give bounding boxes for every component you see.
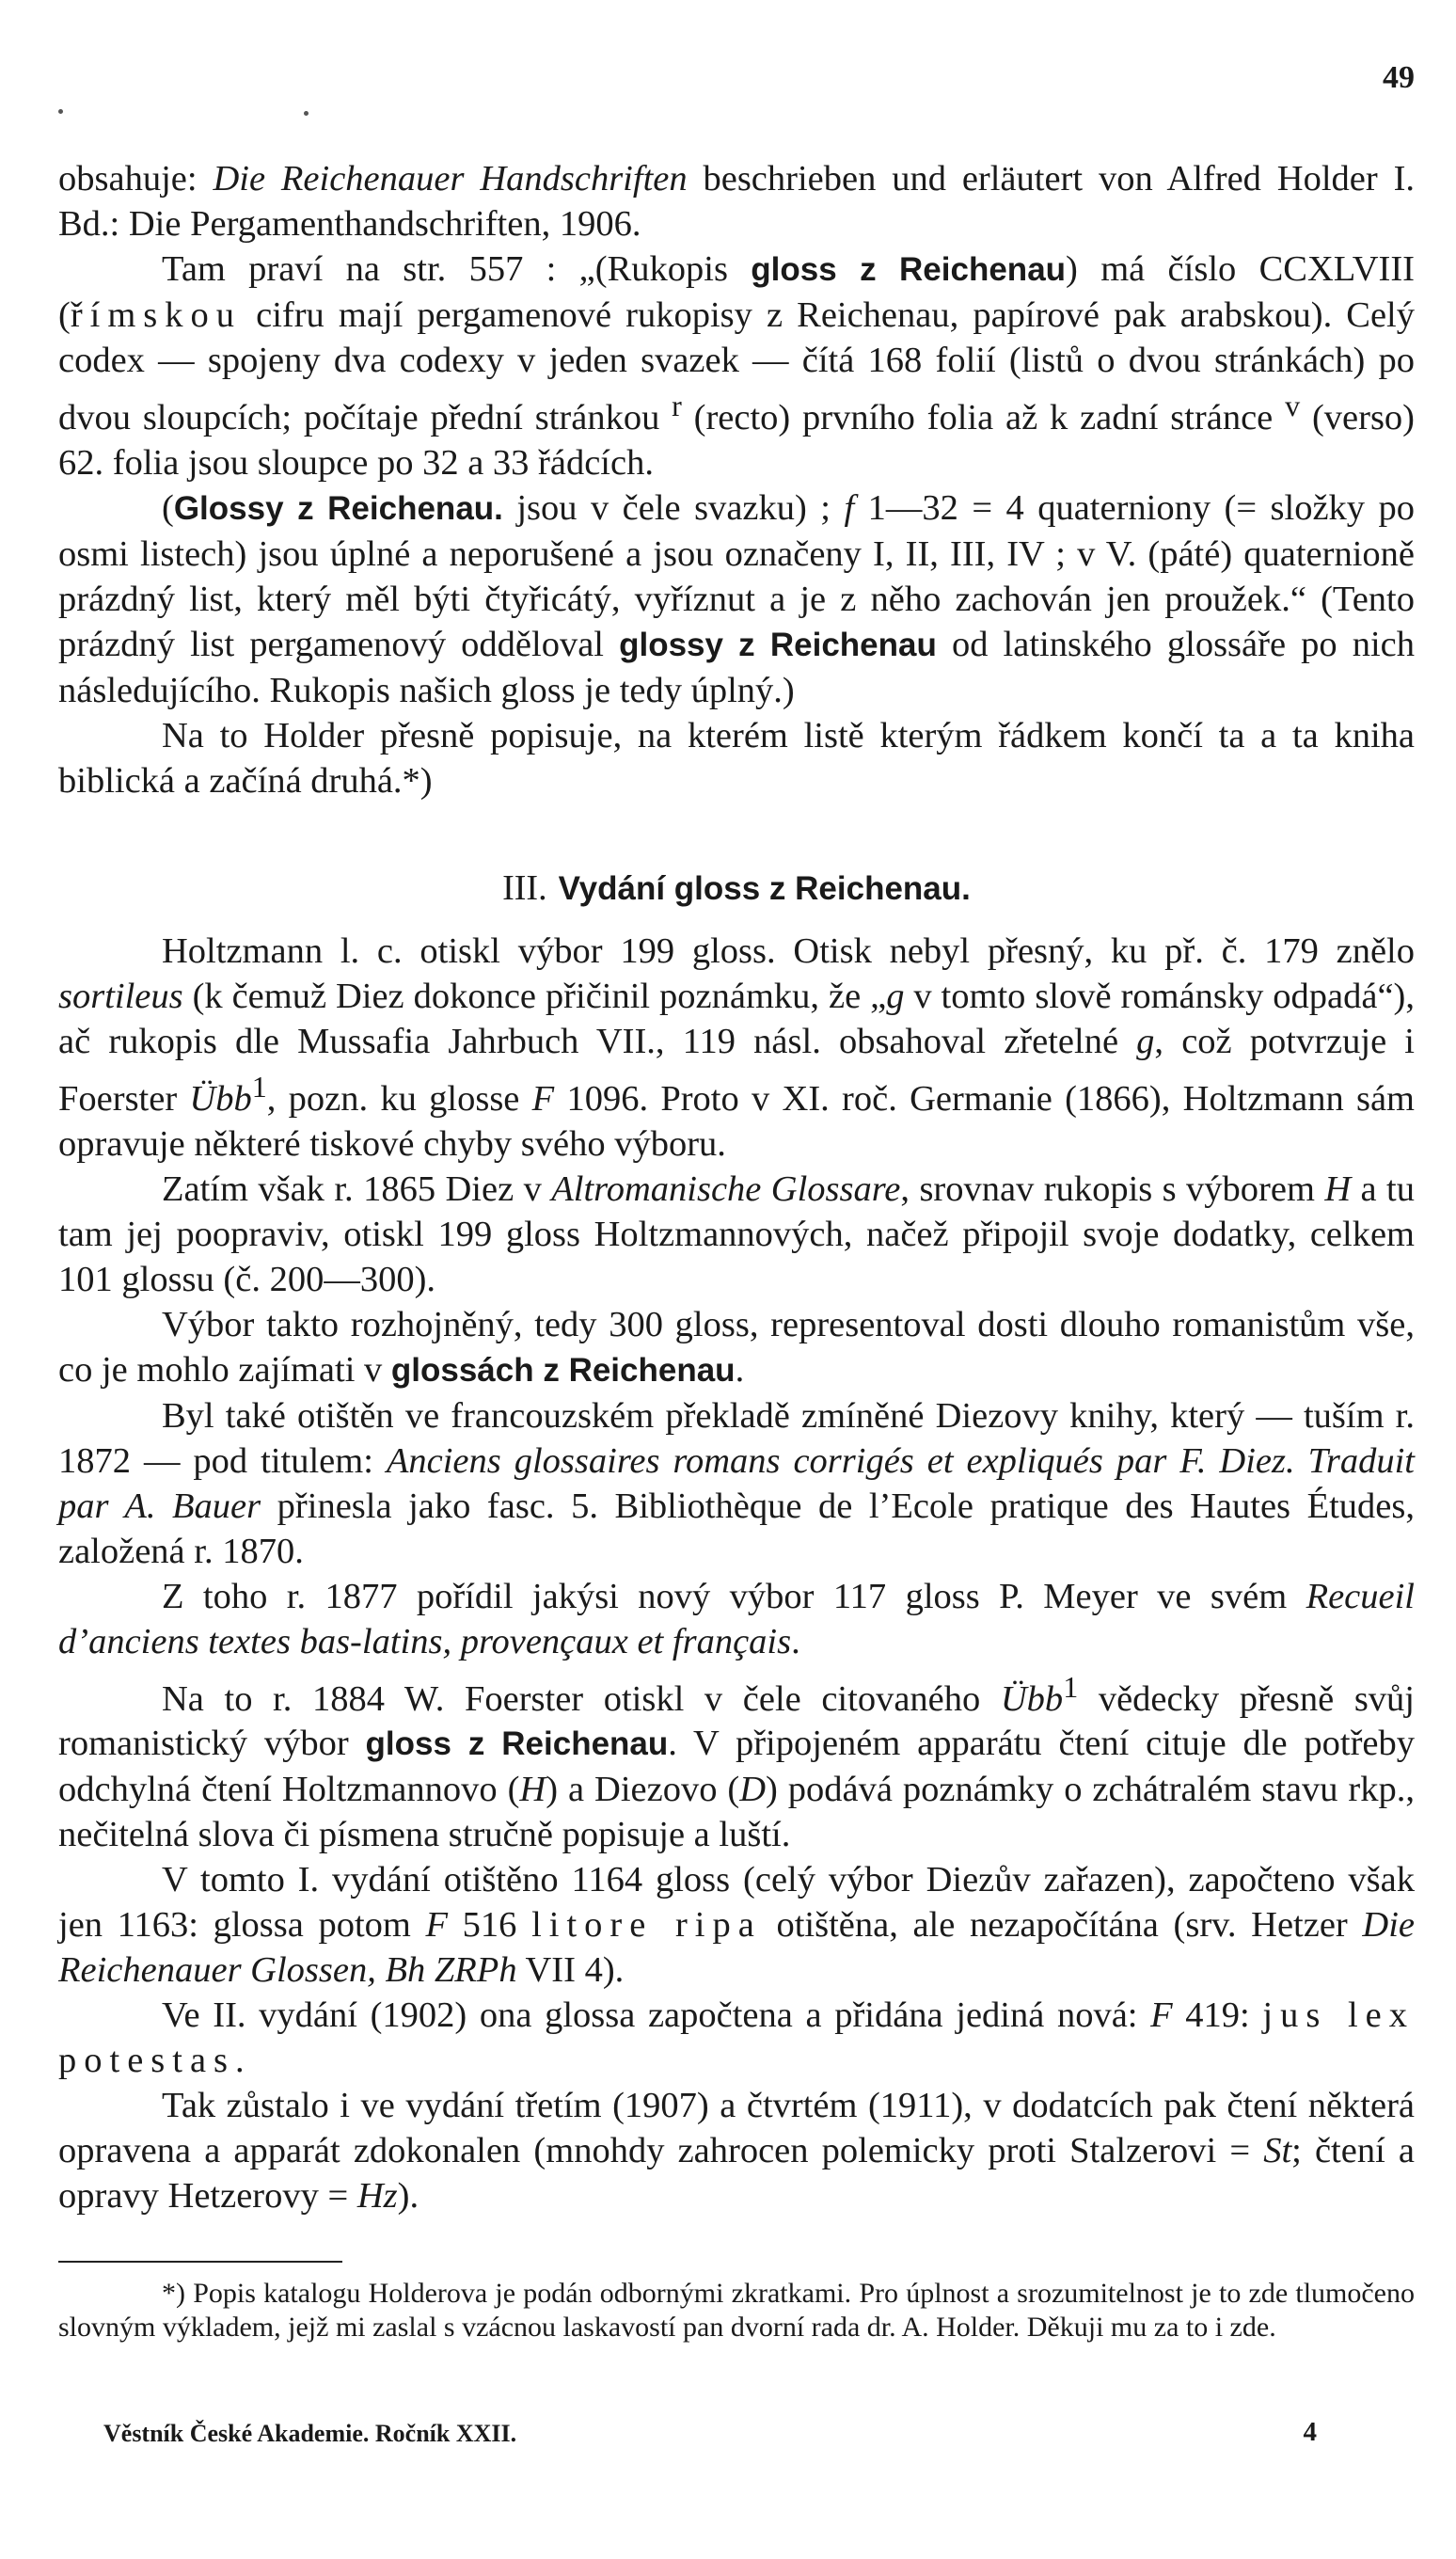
paragraph-3: (Glossy z Reichenau. jsou v čele svazku) ; f 1—32 = 4 quaterniony (= složky po osmi listech) jsou úplné a neporušené a jsou označeny I, II, III, IV ; v V. (páté) quaternioně prázdný list, který měl býti čtyřicátý, vyříznut a je z něho zachován jen proužek.“ (Tento prázdný list pergamenový odděloval glossy z Reichenau od latinského glossáře po nich následujícího. Rukopis našich gloss je tedy úplný.) (58, 487, 1415, 710)
term-glossy-z-reichenau: glossy z Reichenau (619, 626, 937, 663)
paragraph-2: Tam praví na str. 557 : „(Rukopis gloss z Reichenau) má číslo CCXLVIII (římskou cifru mají pergamenové rukopisy z Reichenau, papírové pak arabskou). Celý codex — spojeny dva codexy v jeden svazek — čítá 168 folií (listů o dvou stránkách) po dvou sloupcích; počítaje přední stránkou $^r$ (recto) prvního folia až k zadní stránce $^v$ (verso) 62. folia jsou sloupce po 32 a 33 řádcích. (58, 249, 1415, 483)
paragraph-9: Z toho r. 1877 pořídil jakýsi nový výbor 117 gloss P. Meyer ve svém Recueil d’anciens textes bas-latins, provençaux et français. (58, 1576, 1415, 1661)
footnote-divider (58, 2261, 342, 2263)
signature-mark: 4 (1303, 2417, 1317, 2447)
body-text (58, 156, 1415, 2218)
page-number: 49 (1383, 60, 1415, 95)
print-speck (304, 111, 309, 116)
term-glossy-z-reichenau: Glossy z Reichenau. (173, 489, 503, 527)
paragraph-4: Na to Holder přesně popisuje, na kterém listě kterým řádkem končí ta a ta kniha biblická a začíná druhá.*) (58, 715, 1415, 801)
section-heading: III. Vydání gloss z Reichenau. (502, 867, 971, 908)
journal-footer: Věstník České Akademie. Ročník XXII. (103, 2420, 517, 2447)
paragraph-13: Tak zůstalo i ve vydání třetím (1907) a čtvrtém (1911), v dodatcích pak čtení některá opravena a apparát zdokonalen (mnohdy zahrocen polemicky proti Stalzerovi = St; čtení a opravy Hetzerovy = Hz). (58, 2086, 1416, 2217)
term-gloss-z-reichenau: gloss z Reichenau (365, 1725, 669, 1763)
paragraph-10: Na to r. 1884 W. Foerster otiskl v čele citovaného Übb$^1$ vědecky přesně svůj romanistický výbor gloss z Reichenau. V připojeném apparátu čtení cituje dle potřeby odchylná čtení Holtzmannovo (H) a Diezovo (D) podává poznámky o zchátralém stavu rkp., nečitelná slova či písmena stručně popisuje a luští. (58, 1669, 1415, 1855)
term-gloss-z-reichenau: gloss z Reichenau (751, 251, 1067, 288)
print-speck (58, 109, 63, 114)
term-glossach-z-reichenau: glossách z Reichenau (390, 1351, 736, 1389)
paragraph-12: Ve II. vydání (1902) ona glossa započtena a přidána jediná nová: F 419: jus lex potestas. (58, 1995, 1415, 2081)
paragraph-5: Holtzmann l. c. otiskl výbor 199 gloss. Otisk nebyl přesný, ku př. č. 179 znělo sortileus (k čemuž Diez dokonce přičinil poznámku, že „g v tomto slově románsky odpadá“), ač rukopis dle Mussafia Jahrbuch VII., 119 násl. obsahoval zřetelné g, což potvrzuje i Foerster Übb$^1$, pozn. ku glosse F 1096. Proto v XI. roč. Germanie (1866), Holtzmann sám opravuje některé tiskové chyby svého výboru. (58, 930, 1416, 1164)
paragraph-7: Výbor takto rozhojněný, tedy 300 gloss, representoval dosti dlouho romanistům vše, co je mohlo zajímati v glossách z Reichenau. (58, 1304, 1415, 1390)
paragraph-11: V tomto I. vydání otištěno 1164 gloss (celý výbor Diezův zařazen), započteno však jen 1163: glossa potom F 516 litore ripa otištěna, ale nezapočítána (srv. Hetzer Die Reichenauer Glossen, Bh ZRPh VII 4). (58, 1860, 1415, 1991)
footnote: *) Popis katalogu Holderova je podán odbornými zkratkami. Pro úplnost a srozumitelnost je to zde tlumočeno slovným výkladem, jejž mi zaslal s vzácnou laskavostí pan dvorní rada dr. A. Holder. Děkuji mu za to i zde. (58, 2278, 1415, 2343)
paragraph-1: obsahuje: Die Reichenauer Handschriften beschrieben und erläutert von Alfred Holder I. Bd.: Die Pergamenthandschriften, 1906. (58, 159, 1416, 244)
paragraph-8: Byl také otištěn ve francouzském překladě zmíněné Diezovy knihy, který — tuším r. 1872 — pod titulem: Anciens glossaires romans corrigés et expliqués par F. Diez. Traduit par A. Bauer přinesla jako fasc. 5. Bibliothèque de l’Ecole pratique des Hautes Études, založená r. 1870. (58, 1395, 1415, 1571)
paragraph-6: Zatím však r. 1865 Diez v Altromanische Glossare, srovnav rukopis s výborem H a tu tam jej poopraviv, otiskl 199 gloss Holtzmannových, načež připojil svoje dodatky, celkem 101 glossu (č. 200—300). (58, 1168, 1416, 1299)
